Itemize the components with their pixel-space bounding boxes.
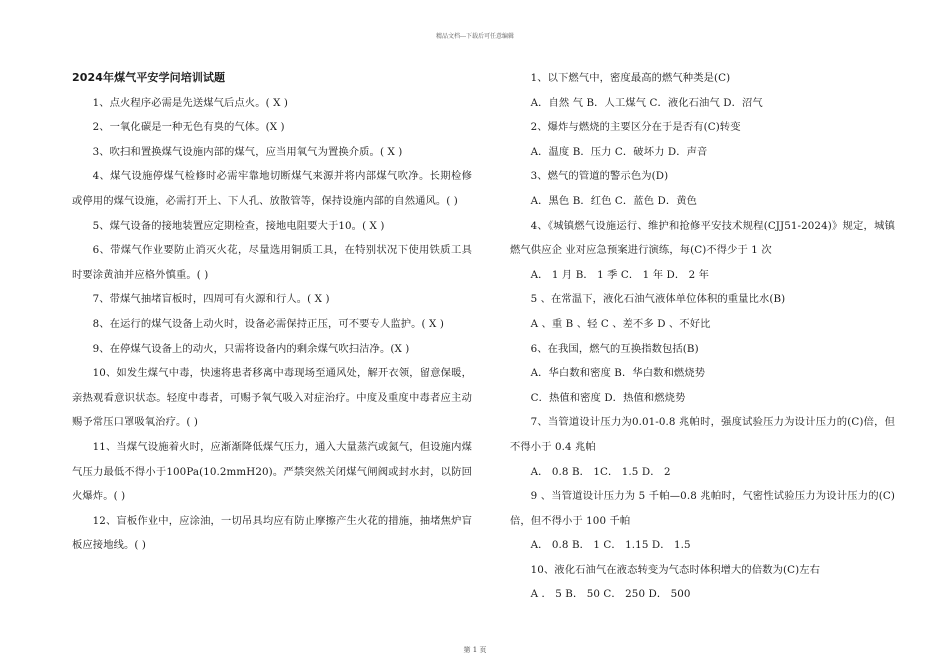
true-false-question: 2、一氧化碳是一种无色有臭的气体。(X )	[92, 121, 285, 134]
multiple-choice-question: 10、液化石油气在液态转变为气态时体积增大的倍数为(C)左右	[530, 563, 821, 576]
multiple-choice-question: 7、当管道设计压力为0.01-0.8 兆帕时，强度试验压力为设计压力的(C)倍，但不得小于 0.4 兆帕	[510, 416, 895, 453]
multiple-choice-question: 4、《城镇燃气设施运行、维护和抢修平安技术规程(CJJ51-2024)》规定，城镇燃气供应企 业对应急预案进行演练，每(C)不得少于 1 次	[510, 219, 895, 257]
answer-options: A．黑色 B．红色 C．蓝色 D．黄色	[530, 194, 698, 207]
document-title: 2024年煤气平安学问培训试题	[72, 71, 226, 84]
answer-options: A ． 5 B． 50 C． 250 D． 500	[530, 588, 691, 601]
left-question-list	[72, 91, 472, 558]
answer-options: A．自然 气 B．人工煤气 C．液化石油气 D．沼气	[530, 96, 763, 109]
true-false-question: 6、带煤气作业要防止消灭火花，尽量选用铜质工具，在特别状况下使用铁质工具时要涂黄油并应格外慎重。( )	[72, 244, 472, 281]
page-header: 精品文档---下载后可任意编辑	[435, 33, 515, 40]
page-footer: 第 1 页	[463, 646, 487, 654]
answer-options: A 、重 B 、轻 C 、差不多 D 、不好比	[530, 317, 711, 330]
answer-options: A． 0.8 B． 1C． 1.5 D． 2	[530, 465, 671, 478]
multiple-choice-question: 2、爆炸与燃烧的主要区分在于是否有(C)转变	[530, 121, 741, 134]
answer-options: A．温度 B．压力 C．破坏力 D．声音	[530, 145, 708, 158]
left-column	[72, 66, 472, 558]
multiple-choice-question: 5 、在常温下，液化石油气液体单位体积的重量比水(B)	[530, 293, 786, 306]
multiple-choice-question: 1、以下燃气中，密度最高的燃气种类是(C)	[530, 72, 731, 84]
answer-options: C．热值和密度 D．热值和燃烧势	[530, 391, 686, 404]
answer-options: A． 1 月 B． 1 季 C． 1 年 D． 2 年	[530, 268, 710, 281]
true-false-question: 1、点火程序必需是先送煤气后点火。( X )	[92, 96, 289, 109]
right-question-list	[510, 66, 895, 607]
multiple-choice-question: 9 、当管道设计压力为 5 千帕—0.8 兆帕时，气密性试验压力为设计压力的(C)倍，但不得小于 100 千帕	[510, 490, 895, 527]
true-false-question: 3、吹扫和置换煤气设施内部的煤气，应当用氧气为置换介质。( X )	[92, 145, 403, 158]
true-false-question: 10、如发生煤气中毒，快速将患者移离中毒现场至通风处，解开衣领，留意保暖，亲热观看意识状态。轻度中毒者，可赐予氧气吸入对症治疗。中度及重度中毒者应主动赐予常压口罩吸氧治疗。( )	[72, 367, 472, 429]
answer-options: A．华白数和密度 B．华白数和燃烧势	[530, 367, 706, 380]
true-false-question: 5、煤气设备的接地装置应定期检查，接地电阻要大于10。( X )	[92, 219, 385, 232]
multiple-choice-question: 6、在我国，燃气的互换指数包括(B)	[530, 342, 699, 355]
true-false-question: 8、在运行的煤气设备上动火时，设备必需保持正压，可不要专人监护。( X )	[92, 317, 444, 330]
multiple-choice-question: 3、燃气的管道的警示色为(D)	[530, 170, 669, 183]
true-false-question: 9、在停煤气设备上的动火，只需将设备内的剩余煤气吹扫洁净。(X )	[92, 342, 410, 355]
true-false-question: 7、带煤气抽堵盲板时，四周可有火源和行人。( X )	[92, 293, 330, 306]
answer-options: A． 0.8 B． 1 C． 1.15 D． 1.5	[530, 539, 691, 552]
true-false-question: 12、盲板作业中，应涂油，一切吊具均应有防止摩擦产生火花的措施，抽堵焦炉盲板应接地线。( )	[72, 514, 472, 552]
true-false-question: 4、煤气设施停煤气检修时必需牢靠地切断煤气来源并将内部煤气吹净。长期检修或停用的煤气设施，必需打开上、下人孔、放散管等，保持设施内部的自然通风。( )	[72, 170, 472, 207]
true-false-question: 11、当煤气设施着火时，应渐渐降低煤气压力，通入大量蒸汽或氮气，但设施内煤气压力最低不得小于100Pa(10.2mmH20)。严禁突然关闭煤气闸阀或封水封，以防回火爆炸。( )	[72, 440, 472, 503]
right-column	[510, 66, 895, 607]
